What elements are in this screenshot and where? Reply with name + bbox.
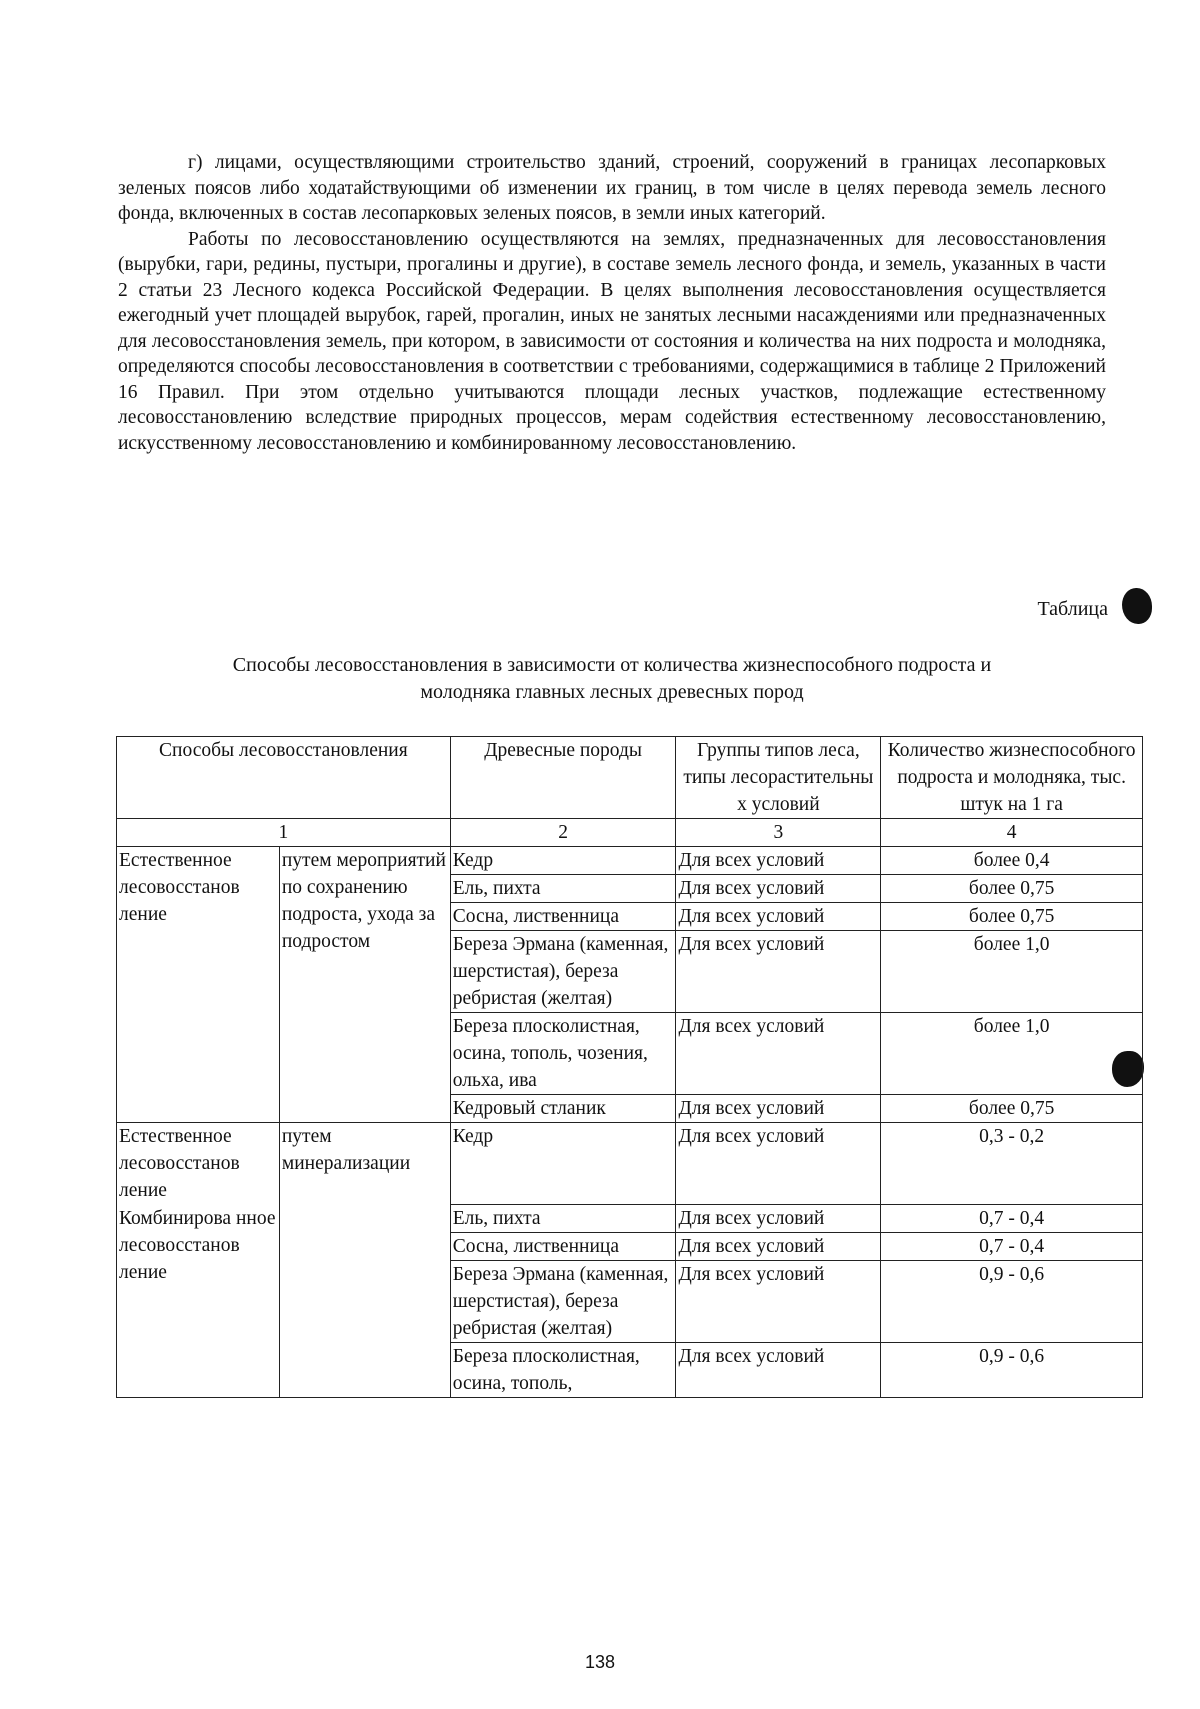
species-cell: Кедровый стланик bbox=[450, 1095, 676, 1123]
header-amount: Количество жизнеспособного подроста и молодняка, тыс. штук на 1 га bbox=[881, 737, 1143, 819]
body-text bbox=[118, 150, 1106, 456]
conditions-cell: Для всех условий bbox=[676, 847, 881, 875]
amount-cell: 0,7 - 0,4 bbox=[881, 1233, 1143, 1261]
species-cell: Кедр bbox=[450, 847, 676, 875]
means-cell: путем минерализации bbox=[279, 1123, 450, 1398]
table-row bbox=[117, 847, 1143, 875]
caption-line: молодняка главных лесных древесных пород bbox=[420, 681, 804, 703]
column-number: 3 bbox=[676, 819, 881, 847]
page-number: 138 bbox=[584, 1652, 616, 1672]
amount-cell: 0,9 - 0,6 bbox=[881, 1261, 1143, 1343]
species-cell: Береза Эрмана (каменная, шерстистая), береза ребристая (желтая) bbox=[450, 1261, 676, 1343]
paragraph: г) лицами, осуществляющими строительство зданий, строений, сооружений в границах лесопарковых зеленых поясов либо ходатайствующими об изменении их границ, в том числе в целях перевода земель лесного фонда, включенных в состав лесопарковых зеленых поясов, в земли иных категорий. bbox=[118, 152, 1106, 224]
species-cell: Береза плосколистная, осина, тополь, чозения, ольха, ива bbox=[450, 1013, 676, 1095]
species-cell: Береза Эрмана (каменная, шерстистая), береза ребристая (желтая) bbox=[450, 931, 676, 1013]
conditions-cell: Для всех условий bbox=[676, 875, 881, 903]
column-number: 4 bbox=[881, 819, 1143, 847]
conditions-cell: Для всех условий bbox=[676, 903, 881, 931]
amount-cell: 0,7 - 0,4 bbox=[881, 1205, 1143, 1233]
amount-cell: более 0,75 bbox=[881, 903, 1143, 931]
amount-cell: 0,9 - 0,6 bbox=[881, 1343, 1143, 1398]
species-cell: Ель, пихта bbox=[450, 1205, 676, 1233]
conditions-cell: Для всех условий bbox=[676, 1233, 881, 1261]
column-number: 2 bbox=[450, 819, 676, 847]
method-cell: Естественное лесовосстанов ление bbox=[117, 1123, 280, 1205]
amount-cell: более 0,75 bbox=[881, 1095, 1143, 1123]
header-species: Древесные породы bbox=[450, 737, 676, 819]
method-cell: Естественное лесовосстанов ление bbox=[117, 847, 280, 1123]
amount-cell: более 0,75 bbox=[881, 875, 1143, 903]
species-cell: Сосна, лиственница bbox=[450, 903, 676, 931]
species-cell: Сосна, лиственница bbox=[450, 1233, 676, 1261]
table-header-row bbox=[117, 737, 1143, 819]
conditions-cell: Для всех условий bbox=[676, 1205, 881, 1233]
caption-line: Способы лесовосстановления в зависимости от количества жизнеспособного подроста и bbox=[232, 654, 992, 676]
table-number-row bbox=[117, 819, 1143, 847]
column-number: 1 bbox=[117, 819, 451, 847]
table-caption bbox=[118, 652, 1106, 706]
table-label: Таблица bbox=[1037, 598, 1108, 620]
amount-cell: более 1,0 bbox=[881, 1013, 1143, 1095]
conditions-cell: Для всех условий bbox=[676, 1013, 881, 1095]
conditions-cell: Для всех условий bbox=[676, 931, 881, 1013]
conditions-cell: Для всех условий bbox=[676, 1261, 881, 1343]
conditions-cell: Для всех условий bbox=[676, 1095, 881, 1123]
header-methods: Способы лесовосстановления bbox=[117, 737, 451, 819]
table-row bbox=[117, 1205, 1143, 1233]
method-cell: Комбинирова нное лесовосстанов ление bbox=[117, 1205, 280, 1398]
conditions-cell: Для всех условий bbox=[676, 1343, 881, 1398]
header-forest-types: Группы типов леса, типы лесорастительны х условий bbox=[676, 737, 881, 819]
amount-cell: более 0,4 bbox=[881, 847, 1143, 875]
amount-cell: более 1,0 bbox=[881, 931, 1143, 1013]
means-cell: путем мероприятий по сохранению подроста, ухода за подростом bbox=[279, 847, 450, 1123]
paragraph: Работы по лесовосстановлению осуществляются на землях, предназначенных для лесовосстановления (вырубки, гари, редины, пустыри, прогалины и другие), в составе земель лесного фонда, и земель, указанных в части 2 статьи 23 Лесного кодекса Российской Федерации. В целях выполнения лесовосстановления осуществляется ежегодный учет площадей вырубок, гарей, прогалин, иных не занятых лесными насаждениями или предназначенных для лесовосстановления земель, при котором, в зависимости от состояния и количества на них подроста и молодняка, определяются способы лесовосстановления в соответствии с требованиями, содержащимися в таблице 2 Приложений 16 Правил. При этом отдельно учитываются площади лесных участков, подлежащие естественному лесовосстановлению вследствие природных процессов, мерам содействия естественному лесовосстановлению, искусственному лесовосстановлению и комбинированному лесовосстановлению. bbox=[118, 228, 1106, 454]
ink-blot bbox=[1122, 588, 1152, 624]
reforestation-table bbox=[116, 736, 1143, 1398]
amount-cell: 0,3 - 0,2 bbox=[881, 1123, 1143, 1205]
species-cell: Ель, пихта bbox=[450, 875, 676, 903]
conditions-cell: Для всех условий bbox=[676, 1123, 881, 1205]
table-row bbox=[117, 1123, 1143, 1205]
species-cell: Кедр bbox=[450, 1123, 676, 1205]
species-cell: Береза плосколистная, осина, тополь, bbox=[450, 1343, 676, 1398]
